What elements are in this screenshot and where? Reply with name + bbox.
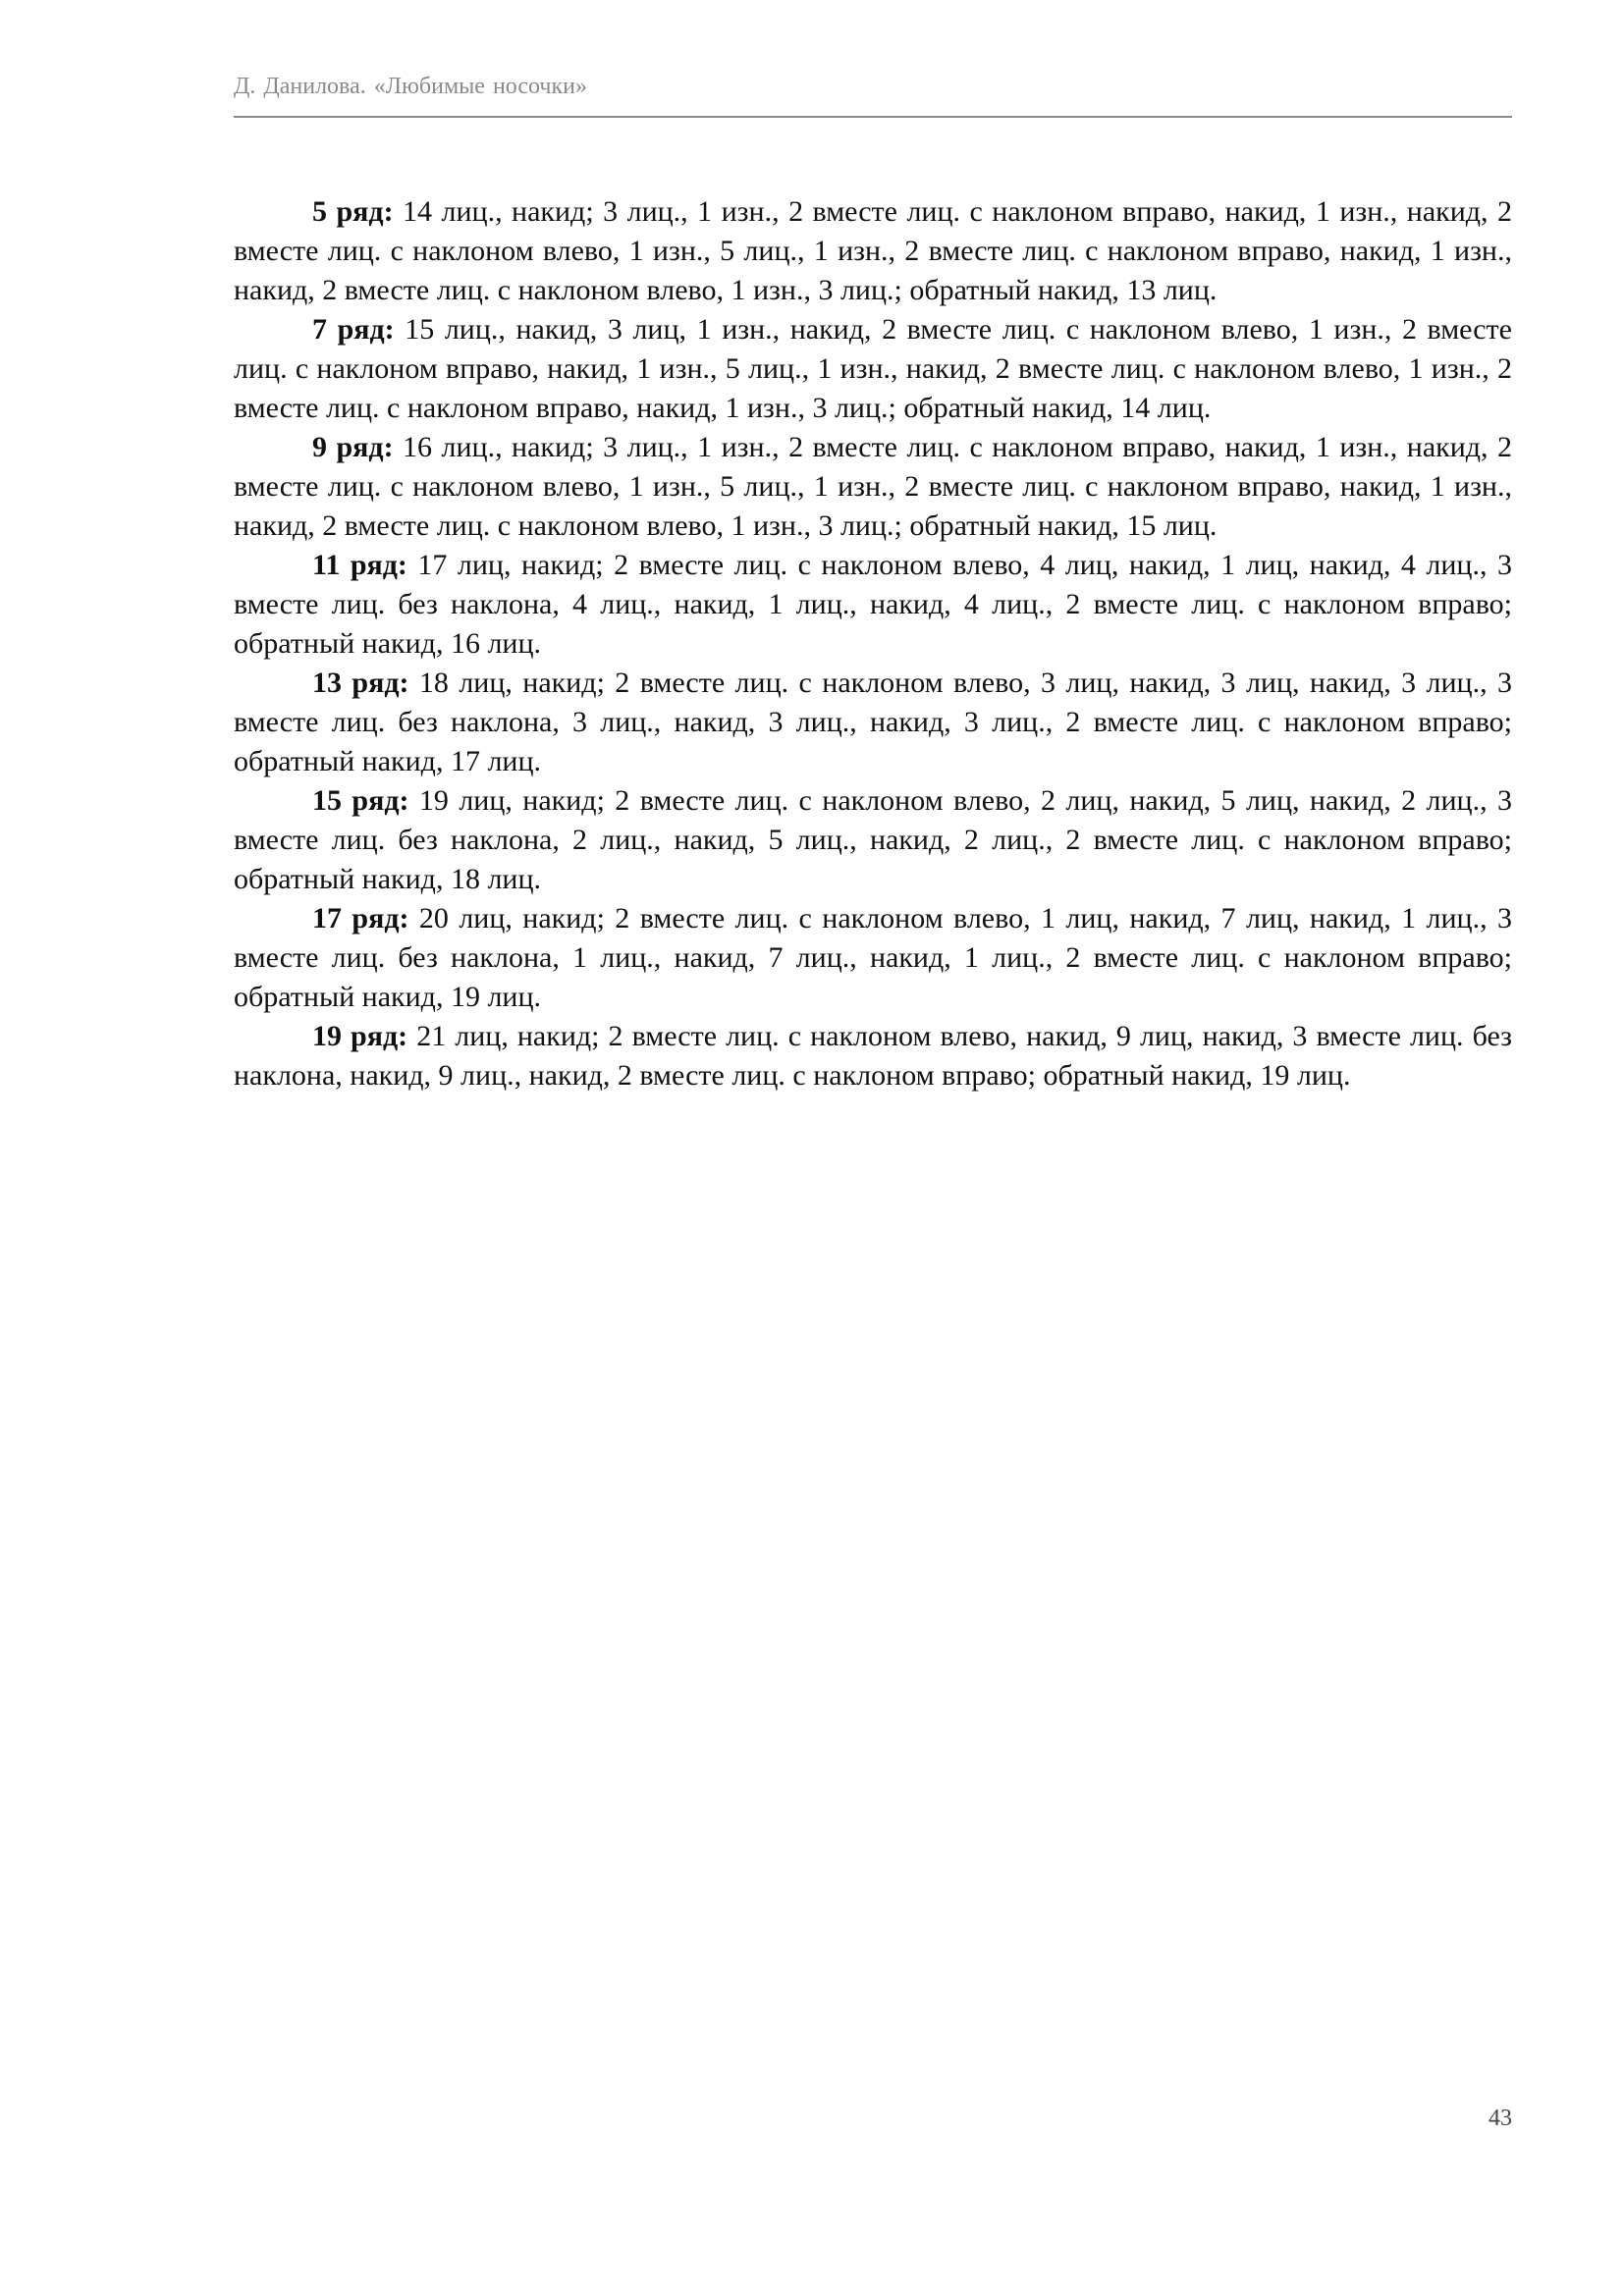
row-instruction-15 [234, 781, 1512, 899]
row-instruction-19 [234, 1017, 1512, 1095]
row-instruction-9 [234, 428, 1512, 546]
row-label: 17 ряд: [312, 902, 409, 934]
row-label: 11 ряд: [312, 549, 407, 581]
row-label: 13 ряд: [312, 667, 409, 699]
row-text: 18 лиц, накид; 2 вместе лиц. с наклоном влево, 3 лиц, накид, 3 лиц, накид, 3 лиц., 3 вместе лиц. без наклона, 3 лиц., накид, 3 лиц., накид, 3 лиц., 2 вместе лиц. с наклоном вправо; обратный накид, 17 лиц. [234, 667, 1512, 777]
row-instruction-5 [234, 192, 1512, 310]
row-label: 19 ряд: [312, 1020, 408, 1052]
row-text: 14 лиц., накид; 3 лиц., 1 изн., 2 вместе лиц. с наклоном вправо, накид, 1 изн., накид, 2 вместе лиц. с наклоном влево, 1 изн., 5 лиц., 1 изн., 2 вместе лиц. с наклоном вправо, накид, 1 изн., накид, 2 вместе лиц. с наклоном влево, 1 изн., 3 лиц.; обратный накид, 13 лиц. [234, 195, 1512, 306]
row-label: 9 ряд: [312, 431, 394, 463]
row-label: 5 ряд: [312, 195, 394, 228]
row-label: 15 ряд: [312, 784, 409, 817]
row-instruction-11 [234, 546, 1512, 664]
instructions-body [234, 192, 1512, 1095]
row-text: 20 лиц, накид; 2 вместе лиц. с наклоном влево, 1 лиц, накид, 7 лиц, накид, 1 лиц., 3 вместе лиц. без наклона, 1 лиц., накид, 7 лиц., накид, 1 лиц., 2 вместе лиц. с наклоном вправо; обратный накид, 19 лиц. [234, 902, 1512, 1013]
row-instruction-13 [234, 664, 1512, 781]
running-header [234, 75, 1512, 118]
row-text: 17 лиц, накид; 2 вместе лиц. с наклоном влево, 4 лиц, накид, 1 лиц, накид, 4 лиц., 3 вместе лиц. без наклона, 4 лиц., накид, 1 лиц., накид, 4 лиц., 2 вместе лиц. с наклоном вправо; обратный накид, 16 лиц. [234, 549, 1512, 660]
row-instruction-17 [234, 899, 1512, 1017]
row-text: 21 лиц, накид; 2 вместе лиц. с наклоном влево, накид, 9 лиц, накид, 3 вместе лиц. без наклона, накид, 9 лиц., накид, 2 вместе лиц. с наклоном вправо; обратный накид, 19 лиц. [234, 1020, 1512, 1092]
row-label: 7 ряд: [312, 313, 395, 346]
row-text: 15 лиц., накид, 3 лиц, 1 изн., накид, 2 вместе лиц. с наклоном влево, 1 изн., 2 вместе лиц. с наклоном вправо, накид, 1 изн., 5 лиц., 1 изн., накид, 2 вместе лиц. с наклоном влево, 1 изн., 2 вместе лиц. с наклоном вправо, накид, 1 изн., 3 лиц.; обратный накид, 14 лиц. [234, 313, 1512, 424]
row-text: 19 лиц, накид; 2 вместе лиц. с наклоном влево, 2 лиц, накид, 5 лиц, накид, 2 лиц., 3 вместе лиц. без наклона, 2 лиц., накид, 5 лиц., накид, 2 лиц., 2 вместе лиц. с наклоном вправо; обратный накид, 18 лиц. [234, 784, 1512, 895]
page-number: 43 [1489, 2106, 1512, 2131]
row-instruction-7 [234, 310, 1512, 428]
running-header-title: Д. Данилова. «Любимые носочки» [234, 74, 587, 99]
row-text: 16 лиц., накид; 3 лиц., 1 изн., 2 вместе лиц. с наклоном вправо, накид, 1 изн., накид, 2 вместе лиц. с наклоном влево, 1 изн., 5 лиц., 1 изн., 2 вместе лиц. с наклоном вправо, накид, 1 изн., накид, 2 вместе лиц. с наклоном влево, 1 изн., 3 лиц.; обратный накид, 15 лиц. [234, 431, 1512, 542]
